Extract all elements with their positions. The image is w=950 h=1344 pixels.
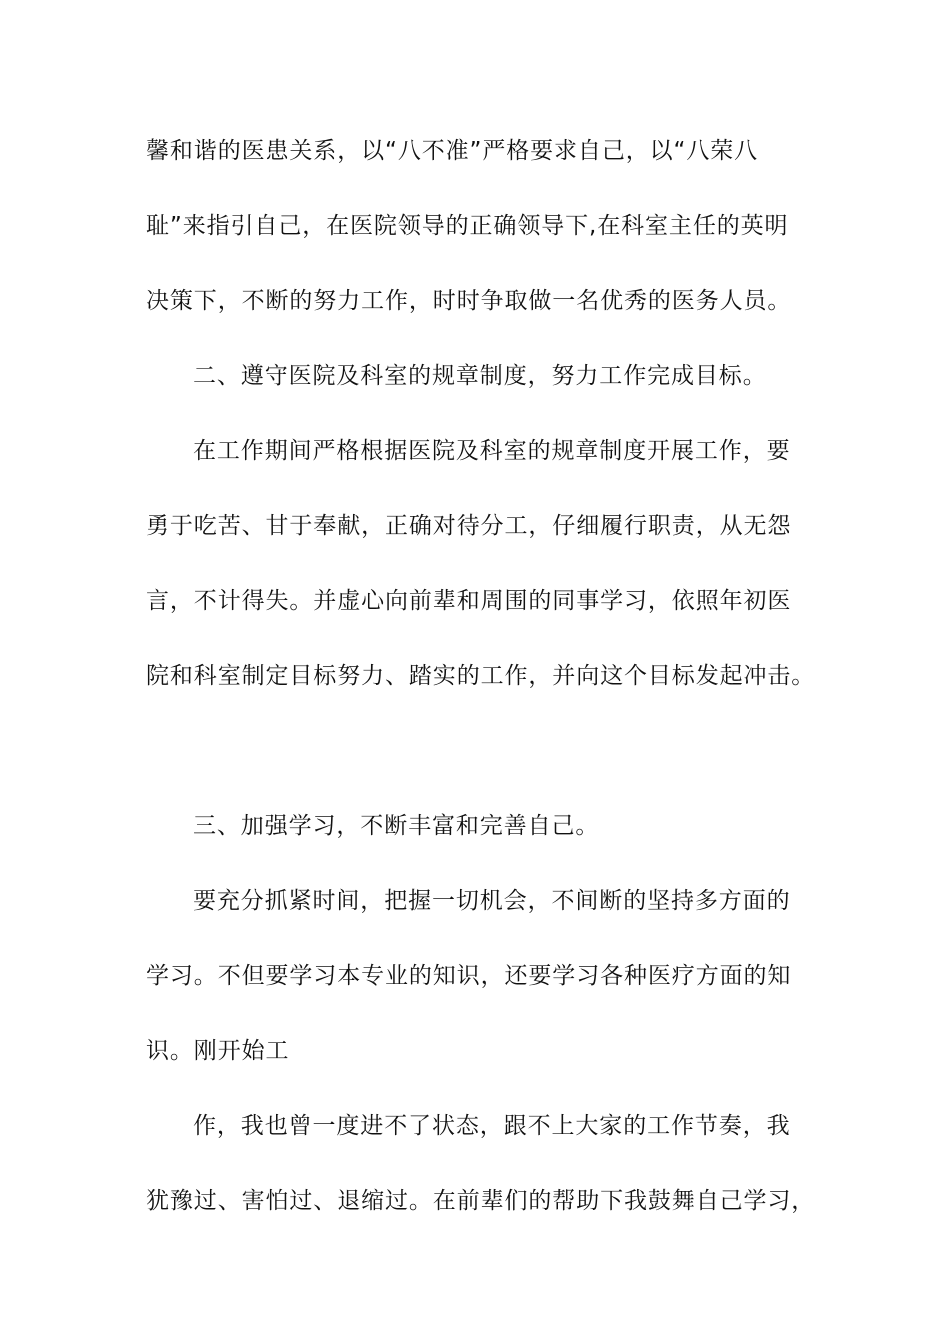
text-line: 馨和谐的医患关系，以“八不准”严格要求自己，以“八荣八 — [146, 138, 759, 164]
text-line: 犹豫过、害怕过、退缩过。在前辈们的帮助下我鼓舞自己学习， — [146, 1188, 816, 1214]
text-line: 作，我也曾一度进不了状态，跟不上大家的工作节奏，我 — [193, 1113, 791, 1139]
text-line: 识。刚开始工 — [146, 1038, 290, 1064]
section-heading: 三、加强学习，不断丰富和完善自己。 — [193, 813, 600, 839]
text-line: 言，不计得失。并虚心向前辈和周围的同事学习，依照年初医 — [146, 588, 792, 614]
text-line: 要充分抓紧时间，把握一切机会，不间断的坚持多方面的 — [193, 888, 791, 914]
text-line: 学习。不但要学习本专业的知识，还要学习各种医疗方面的知 — [146, 963, 792, 989]
section-heading: 二、遵守医院及科室的规章制度，努力工作完成目标。 — [193, 363, 767, 389]
text-line: 耻”来指引自己，在医院领导的正确领导下,在科室主任的英明 — [146, 213, 789, 239]
text-line: 在工作期间严格根据医院及科室的规章制度开展工作，要 — [193, 438, 791, 464]
text-line: 决策下，不断的努力工作，时时争取做一名优秀的医务人员。 — [146, 288, 792, 314]
text-line: 勇于吃苦、甘于奉献，正确对待分工，仔细履行职责，从无怨 — [146, 513, 792, 539]
text-line: 院和科室制定目标努力、踏实的工作，并向这个目标发起冲击。 — [146, 663, 816, 689]
